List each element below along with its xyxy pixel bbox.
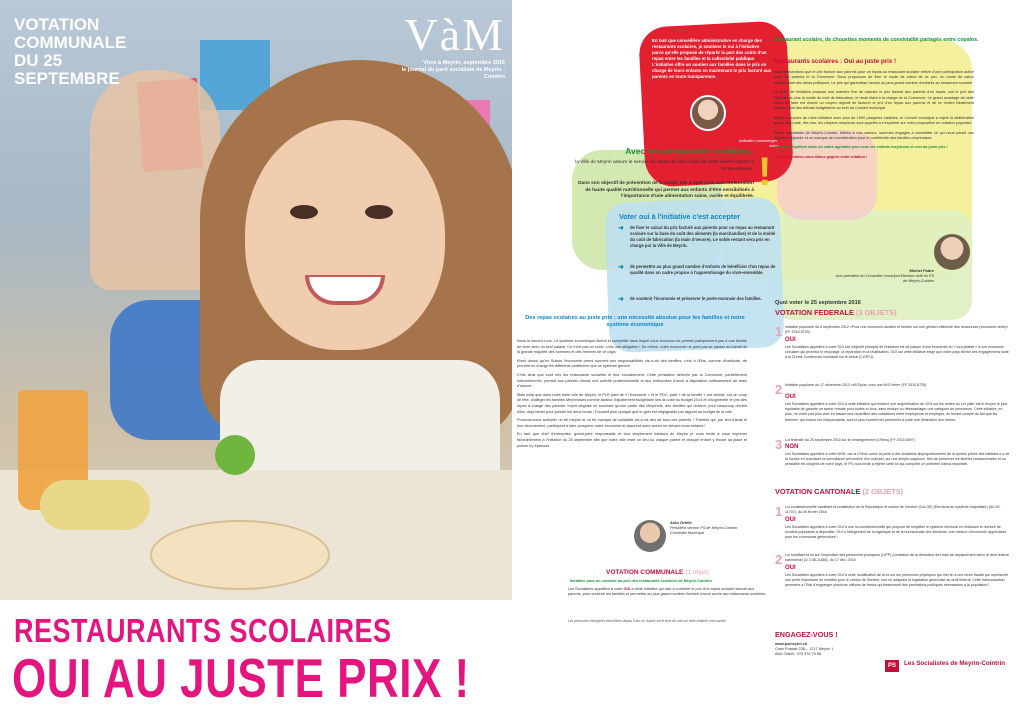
bullet-item — [618, 225, 780, 249]
vote-recommendation: OUI — [785, 565, 796, 571]
object-count: (2 OBJETS) — [862, 487, 904, 496]
vote-recommendation: OUI — [785, 517, 796, 523]
paragraph: Pouvons-nous accepter un tel mépris et un tel manque de solidarité vis-à-vis des de tous ces parents ? Parents qui, par leur travail et leur dévouement, participent à faire prospérer notre économie et assurent notre avenir en élevant leurs enfants ! — [517, 418, 747, 428]
section-heading — [775, 489, 975, 495]
article-body — [517, 339, 747, 452]
bullet-item — [618, 296, 780, 303]
heading-text: VOTATION COMMUNALE — [606, 569, 684, 576]
vote-recommendation: NON — [785, 444, 799, 450]
paragraph: la Ville de Meyrin assure le service du repas de midi à plus de 1000 élèves inscrits à l'école primaire. — [575, 160, 754, 172]
item-text: Les Socialistes appellent à voter OUI car l'objectif principal de l'initiative est de passer d'une économie du « tout-jetable » à une économie circulaire qui promeut le recyclage, la réparation et la réutilisation. OUI car cette initiative exige que notre pays tienne ses engagements suite à la 21ème Conférence mondiale sur le climat (COP21). — [785, 345, 1009, 360]
grapes — [40, 480, 150, 530]
bullet-text: de soutenir l'économie et préserver le porte-monnaie des familles. — [630, 296, 762, 301]
recommendation-text: à cette initiative qui vise à contrôler le prix d'un repas scolaire facturé aux parents, pour soutenir les familles et permettre au plus grand nombre d'enfant d'avoir accès aux restaurants scolaires. — [568, 587, 767, 597]
portrait-photo — [634, 520, 666, 552]
paragraph: C'est ainsi que sont nés les restaurants scolaires et leur encadrement. Cette prestation délivrée par la Commune, partiellement subventionnée, permet aux parents d'avoir une activité professionnelle et aux entreprises d'avoir à disposition suffisamment de main d'oeuvre. — [517, 372, 747, 389]
masthead-issue: Vivre à Meyrin, septembre 2016 — [423, 60, 505, 66]
author-role: maire — [769, 144, 778, 148]
highlight: Un repas équilibré dans un cadre agréable pour tous les enfants meyrinois et ceci au juste prix ! — [774, 145, 948, 150]
item-text: Les Socialistes appellent à voter OUI à cette modification de la loi sur les personnes physiques qui met fin à une niche fiscale qui représente une perte importante de recettes pour le canton de Genève, tout en adaptant la législation genevoise au droit fédéral. Cette harmonisation permettra à l'Etat d'engranger plusieurs millions de francs qui financeront des prestations publiques nécessaires à la population ! — [785, 573, 1009, 588]
girl-face — [245, 120, 445, 350]
arrow-right-icon: ➜ — [618, 264, 624, 271]
recommendation — [568, 587, 768, 598]
paragraph: Nous demandons que le prix facturé aux parents pour un repas au restaurant scolaire relève d'une participation active entre les parents et la Commune. Nous proposons de fixer le mode de calcul de ce prix, un mode de calcul indépendant des aléas politiques. Le prix qui garantisse l'accès au plus grand nombre d'enfants au restaurant scolaire. — [774, 70, 974, 85]
girl-eye — [365, 205, 393, 219]
author-name: Nathalie Leuenberger, — [738, 138, 778, 143]
paragraph: Le texte de l'initiative propose une manière fixe de calculer le prix facturé aux parents d'un repas, soit le prix des ingrédients plus la moitié du coût de fabrication, le reste étant à la charge de la Commune. Le grand avantage de cette façon de faire est d'avoir un moyen objectif de facturer le prix d'un repas aux parents et de se rendre totalement indépendant des débats budgétaires au sein du Conseil municipal. — [774, 90, 974, 111]
item-title: Loi constitutionnelle modifiant la constitution de la République et canton de Genève (Cst-GE) (Elections au système majoritaire) (A2 00-11707), du 26 février 2016 — [785, 505, 1001, 515]
portrait-photo — [934, 234, 970, 270]
cover-headline-main: OUI AU JUSTE PRIX ! — [12, 648, 470, 710]
bullet-text: de fixer le calcul du prix facturé aux parents pour un repas au restaurant scolaire sur la base du coût des aliments (la marchandise) et de la moitié du coût de fabrication (la main d'oeuvre). Le solde restant sera pris en charge par la Ville de Meyrin. — [630, 225, 776, 248]
contact-block — [775, 642, 915, 658]
item-title: Loi fédérale du 25 septembre 2015 sur le renseignement (LRens) (FF 2015 6597) — [785, 438, 915, 442]
object-count: (3 OBJETS) — [856, 308, 897, 317]
author-name: Michel Fabre — [909, 268, 934, 273]
paragraph: Après le succès de notre initiative avec plus de 1500 paraphes valables, le Conseil municipal a rejeté la délibération qui en découlait, dès lors, les citoyens meyrinois sont appelés à s'exprimer sur notre proposition en votation populaire. — [774, 115, 974, 126]
footnote: Les personnes étrangères domiciliées depuis 8 ans en Suisse ont le droit de vote sur cette initiative communale. — [568, 619, 727, 623]
ps-logo-icon: PS — [885, 660, 899, 672]
item-text: Les Socialistes appellent à voter OUI à cette initiative qui réclame une augmentation de 10% sur les rentes du 1er pilier est le moyen le plus équitable de garantir un avenir retraite pour toutes et tous, sans exclure ou désavantager une catégorie de personnes. Cette initiative, en plus, ne coûte pas plus cher en faisant une répartition des cotisations entre employeurs et employés, en tenant compte du fait que les femmes, qui encore les indépendants, sont le plus souvent les premières à subir une diminution des rentes. — [785, 402, 1008, 422]
party-name: Les Socialistes de Meyrin-Cointrin — [904, 660, 1006, 667]
portrait-photo — [690, 95, 726, 131]
arrow-right-icon: ➜ — [618, 225, 624, 232]
section-heading: Restaurant scolaire, de chouettes moments de convivialité partagés entre copains. — [774, 37, 979, 43]
item-number: 3 — [775, 437, 783, 452]
section-heading — [775, 310, 975, 316]
exclamation-icon: ! — [758, 150, 772, 194]
girl-eye — [290, 205, 318, 219]
item-number: 2 — [775, 552, 783, 567]
vote-date-title: VOTATION COMMUNALE DU 25 SEPTEMBRE — [14, 15, 127, 88]
apple — [215, 435, 255, 475]
paragraph: Dans son objectif de prévention de la santé, elle a opté pour une restauration de haute qualité nutritionnelle qui permet aux enfants d'être sensibilisés à l'importance d'une alimentation saine, variée et équilibrée. — [578, 181, 754, 199]
paragraph: Mais voilà que dans notre belle ville de Meyrin, le PLR parti de « l'économie » et le PDC, parti « de la famille » ont décidé, sur un coup de tête, d'alléger les familles Meyrinoises comme facteur d'ajustement budgétaire lors du vote du budget 2014 et d'augmenter le prix des repas à charge des parents. Impôt déguisé ne touchant qu'une partie des Meyrinois, des familles qui doivent, pour beaucoup d'entre elles, déjà ramer pour joindre les deux bouts ! D'autant plus cynique que le gain est négligeable par rapport au budget de la ville. — [517, 392, 747, 414]
cover-headline: RESTAURANTS SCOLAIRES — [14, 612, 392, 650]
item-title: Initiative populaire du 6 septembre 2012 «Pour une économie durable et fondée sur une gestion efficiente des ressources (économie verte)» (FF 2015 8729) — [785, 325, 1009, 335]
item-title: Loi modifiant la loi sur l'imposition des personnes physiques (LIPP) (Limitation de la déduction des frais de déplacement selon le droit fédéral harmonisé) (D 3 08-11685), du 17 déc. 2015 — [785, 553, 1009, 563]
recommendation-text: Les Socialistes appellent à voter — [568, 587, 623, 591]
section-heading: Des repas scolaires au juste prix : une nécessité absolue pour les familles et notre système économique — [525, 315, 745, 328]
vote-recommendation: OUI — [785, 337, 796, 343]
website-link[interactable]: www.psmeyrin.ch — [775, 642, 808, 646]
paragraph: Nous, Socialistes de Meyrin-Cointrin, fidèles à nos valeurs, sommes engagés à combattre ce qui nous paraît une injustice flagrante et un manque de considération pour le portefeuille des familles meyrinoises. — [774, 130, 974, 141]
section-heading: Avec ses restaurants scolaires, — [625, 146, 752, 156]
mayor-quote: En tant que conseillère administrative en charge des restaurants scolaires, je soutiens le oui à l'initiative parce qu'elle propose de répartir la part des coûts d'un repas entre les familles et la collectivité publique. L'initiative offre un soutien aux familles dans le prix en charge de leurs enfants en maintenant le prix facturé aux parents en toute transparence. — [652, 38, 772, 79]
bread — [150, 520, 330, 590]
section-heading: Quoi voter le 25 septembre 2016 — [775, 300, 861, 306]
author-role: Président section PS de Meyrin-Cointrin Conseiller Municipal — [670, 526, 738, 535]
item-text: Les Socialistes appellent à voter NON, car la LRens ouvre la porte à des violations disproportionnées de la sphère privée des habitant-e-s de la Suisse en autorisant la surveillance préventive d'un individu, sur une simple suspicion. Afin de préserver les libertés fondamentales et au préalable les citoyens de notre pays, le PS vous invite à rejeter cette loi qui comporte un potentiel d'abus important. — [785, 452, 1010, 467]
vote-recommendation: OUI — [785, 394, 796, 400]
item-title: Initiative populaire du 17 décembre 2013 «AVSplus: pour une AVS forte» (FF 2015 8725) — [785, 383, 927, 387]
paragraph: Etant donné qu'en Suisse l'économie prend souvent ses responsabilités vis-à-vis des familles, c'est à l'Etat, comme d'habitude, de prendre en charge les différents problèmes que ce système génère. — [517, 358, 747, 369]
subheading: Initiative pour un contrôle du prix des restaurants scolaires de Meyrin-Cointrin — [570, 579, 712, 583]
inside-page — [512, 0, 1024, 711]
arrow-right-icon: ➜ — [618, 296, 624, 303]
masthead-tagline: le journal du parti socialiste de Meyrin - Cointrin — [401, 67, 505, 80]
section-heading: ENGAGEZ-VOUS ! — [775, 630, 838, 639]
object-count: (1 objet) — [685, 569, 710, 576]
heading-text: VOTATION CANTONALE — [775, 487, 861, 496]
masthead — [380, 10, 505, 81]
postal-address: Case Postale 236 – 1217 Meyrin 1 — [775, 647, 834, 652]
masthead-logo: VàM — [404, 9, 505, 60]
item-number: 2 — [775, 382, 783, 397]
bullet-text: de permettre au plus grand nombre d'enfants de bénéficier d'un repas de qualité dans un cadre propice à l'apprentissage du vivre-ensemble. — [630, 264, 776, 275]
item-number: 1 — [775, 504, 783, 519]
heading-text: VOTATION FEDERALE — [775, 308, 854, 317]
author-role: vice-président du Conseiller municipal Membre actif du PS de Meyrin-Cointrin — [835, 274, 934, 283]
article-body — [774, 70, 974, 164]
paragraph: Nous le savons tous. Le système économique libéral et compétitif dans lequel nous évoluons ne permet pratiquement pas à une famille de vivre avec un seul salaire. Ce n'est pas un choix, c'est une obligation ! De même, notre économie ne peut pas se passer du travail de la grande majorité des hommes et des femmes de ce pays. — [517, 339, 747, 355]
author-name: Aldo Ortelli — [670, 520, 692, 525]
highlight: Tous ensembles nous allons gagner cette votation ! — [774, 154, 868, 159]
item-text: Les Socialistes appellent à voter OUI à une loi constitutionnelle qui propose de simplifier le système électoral en réduisant le nombre de scrutins populaires à dépouiller. OUI à l'allègement de la logistique et de la bureaucratie des élections, une mesure d'économie appréciable pour les communes genevoises ! — [785, 525, 1007, 540]
vote-oui: OUI — [623, 587, 631, 591]
section-heading: Voter oui à l'initiative c'est accepter — [619, 212, 741, 221]
bullet-item — [618, 264, 780, 276]
section-heading: Restaurants scolaires : Oui au juste prix ! — [774, 58, 897, 65]
paragraph: En tant que chef d'entreprise, grand-père responsable et tout simplement habitant de Meyrin je vous invite à vous exprimer favorablement à l'initiative du 25 septembre afin que notre ville reste un lieu où chaque parent et chaque enfant y trouve sa place et puisse s'y épanouir. — [517, 432, 747, 448]
item-number: 1 — [775, 324, 783, 339]
section-heading — [606, 570, 766, 576]
phone-contact: Aldo Ortelli : 079 378 75 86 — [775, 652, 822, 657]
